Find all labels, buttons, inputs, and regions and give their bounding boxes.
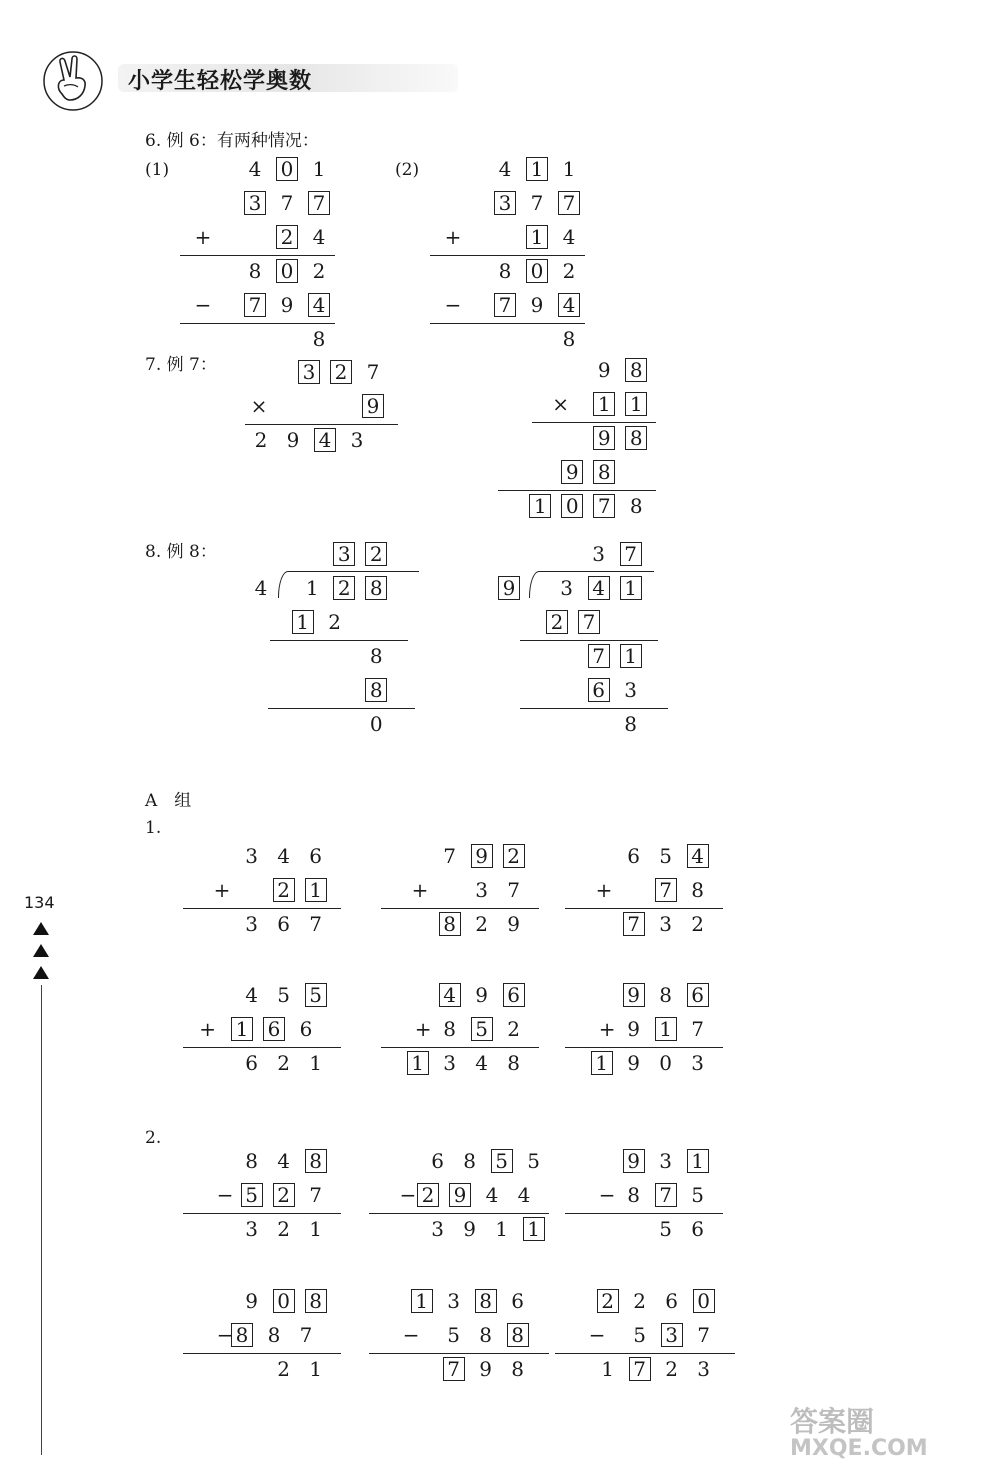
digit: 9 [627, 1051, 640, 1075]
operator-sign: − [399, 1183, 417, 1207]
digit: 6 [511, 1289, 524, 1313]
digit: 4 [498, 157, 512, 181]
answer-box: 9 [593, 426, 615, 450]
answer-box: 1 [620, 576, 642, 600]
answer-box: 7 [629, 1357, 651, 1381]
q2-label: 2. [145, 1128, 162, 1148]
operator-sign: + [414, 1017, 432, 1041]
answer-box: 2 [276, 225, 298, 249]
digit: 8 [498, 259, 512, 283]
digit: 9 [597, 358, 611, 382]
division-bracket [529, 571, 654, 598]
digit: 4 [562, 225, 576, 249]
answer-box: 6 [588, 678, 610, 702]
answer-box: 7 [655, 1183, 677, 1207]
answer-box: 0 [526, 259, 548, 283]
digit: 4 [248, 157, 262, 181]
answer-box: 6 [263, 1017, 285, 1041]
digit: 7 [697, 1323, 710, 1347]
digit: 8 [248, 259, 262, 283]
digit: 0 [659, 1051, 672, 1075]
digit: 4 [475, 1051, 488, 1075]
digit: 9 [475, 983, 488, 1007]
answer-box: 7 [588, 644, 610, 668]
answer-box: 4 [314, 428, 336, 452]
digit: 9 [245, 1289, 258, 1313]
rule-line [245, 424, 398, 425]
ex6-case2-label: (2) [395, 160, 420, 180]
answer-box: 1 [411, 1289, 433, 1313]
answer-box: 0 [273, 1289, 295, 1313]
rule-line [268, 708, 415, 709]
digit: 2 [277, 1217, 290, 1241]
digit: 6 [431, 1149, 444, 1173]
digit: 1 [309, 1357, 322, 1381]
digit: 1 [312, 157, 326, 181]
digit: 4 [312, 225, 326, 249]
answer-box: 8 [625, 358, 647, 382]
answer-box: 1 [407, 1051, 429, 1075]
answer-box: 7 [443, 1357, 465, 1381]
ex6-label: 6. 例 6：有两种情况： [145, 131, 319, 151]
digit: 2 [633, 1289, 646, 1313]
rule-line [369, 1353, 549, 1354]
answer-box: 2 [417, 1183, 439, 1207]
answer-box: 7 [558, 191, 580, 215]
digit: 3 [697, 1357, 710, 1381]
answer-box: 9 [561, 460, 583, 484]
answer-box: 9 [498, 576, 520, 600]
answer-box: 0 [276, 157, 298, 181]
rule-line [565, 1213, 723, 1214]
operator-sign: − [216, 1183, 234, 1207]
digit: 1 [309, 1051, 322, 1075]
answer-box: 2 [273, 1183, 295, 1207]
digit: 5 [527, 1149, 540, 1173]
answer-box: 1 [529, 494, 551, 518]
answer-box: 7 [623, 912, 645, 936]
answer-box: 8 [593, 460, 615, 484]
digit: 9 [627, 1017, 640, 1041]
watermark-text: 答案圈 [790, 1405, 875, 1438]
digit: 3 [245, 844, 258, 868]
answer-box: 3 [298, 360, 320, 384]
rule-line [183, 908, 341, 909]
digit: 8 [369, 644, 383, 668]
digit: 8 [245, 1149, 258, 1173]
digit: 2 [507, 1017, 520, 1041]
digit: 8 [443, 1017, 456, 1041]
digit: 9 [286, 428, 300, 452]
answer-box: 4 [308, 293, 330, 317]
digit: 2 [277, 1051, 290, 1075]
digit: 4 [277, 844, 290, 868]
answer-box: 8 [507, 1323, 529, 1347]
side-marker-triangle-icon [33, 966, 49, 979]
answer-box: 1 [523, 1217, 545, 1241]
digit: 6 [665, 1289, 678, 1313]
ex6-case1-label: (1) [145, 160, 170, 180]
digit: 8 [691, 878, 704, 902]
digit: 5 [659, 844, 672, 868]
rule-line [430, 323, 585, 324]
answer-box: 6 [687, 983, 709, 1007]
answer-box: 7 [593, 494, 615, 518]
answer-box: 2 [365, 542, 387, 566]
answer-box: 5 [471, 1017, 493, 1041]
answer-box: 3 [333, 542, 355, 566]
answer-box: 4 [439, 983, 461, 1007]
digit: 5 [447, 1323, 460, 1347]
side-marker-triangle-icon [33, 922, 49, 935]
answer-box: 3 [244, 191, 266, 215]
answer-box: 7 [655, 878, 677, 902]
answer-box: 8 [439, 912, 461, 936]
digit: 1 [495, 1217, 508, 1241]
digit: 8 [627, 1183, 640, 1207]
rule-line [183, 1213, 341, 1214]
digit: 4 [277, 1149, 290, 1173]
operator-sign: + [444, 225, 462, 249]
rule-line [520, 708, 668, 709]
answer-box: 6 [503, 983, 525, 1007]
page-number: 134 [24, 893, 55, 912]
answer-box: 7 [494, 293, 516, 317]
digit: 2 [562, 259, 576, 283]
operator-sign: − [402, 1323, 420, 1347]
operator-sign: × [250, 394, 268, 418]
rule-line [369, 1213, 549, 1214]
digit: 7 [507, 878, 520, 902]
answer-box: 1 [526, 157, 548, 181]
answer-box: 9 [623, 983, 645, 1007]
answer-box: 5 [305, 983, 327, 1007]
digit: 2 [312, 259, 326, 283]
digit: 7 [299, 1323, 313, 1347]
digit: 2 [665, 1357, 678, 1381]
answer-box: 1 [526, 225, 548, 249]
digit: 3 [245, 912, 258, 936]
digit: 3 [447, 1289, 460, 1313]
digit: 4 [245, 983, 258, 1007]
digit: 2 [691, 912, 704, 936]
operator-sign: + [595, 878, 613, 902]
answer-box: 2 [333, 576, 355, 600]
answer-box: 4 [558, 293, 580, 317]
digit: 8 [629, 494, 643, 518]
digit: 1 [562, 157, 576, 181]
digit: 5 [277, 983, 290, 1007]
answer-box: 3 [494, 191, 516, 215]
answer-box: 2 [273, 878, 295, 902]
rule-line [180, 255, 335, 256]
digit: 9 [463, 1217, 476, 1241]
rule-line [520, 640, 658, 641]
digit: 3 [592, 542, 605, 566]
answer-box: 9 [449, 1183, 471, 1207]
digit: 7 [691, 1017, 704, 1041]
digit: 1 [305, 576, 319, 600]
answer-box: 0 [561, 494, 583, 518]
rule-line [381, 908, 539, 909]
digit: 5 [659, 1217, 672, 1241]
digit: 9 [530, 293, 544, 317]
ex8-label: 8. 例 8： [145, 542, 217, 562]
answer-box: 4 [687, 844, 709, 868]
rule-line [498, 490, 656, 491]
answer-box: 8 [305, 1289, 327, 1313]
digit: 9 [479, 1357, 492, 1381]
operator-sign: + [194, 225, 212, 249]
answer-box: 8 [475, 1289, 497, 1313]
answer-box: 7 [620, 542, 642, 566]
digit: 8 [312, 327, 326, 351]
digit: 6 [691, 1217, 704, 1241]
digit: 7 [530, 191, 544, 215]
side-rule [41, 985, 42, 1455]
digit: 8 [511, 1357, 524, 1381]
rule-line [180, 323, 335, 324]
answer-box: 2 [597, 1289, 619, 1313]
digit: 3 [350, 428, 364, 452]
answer-box: 1 [620, 644, 642, 668]
operator-sign: − [588, 1323, 606, 1347]
digit: 5 [633, 1323, 646, 1347]
operator-sign: − [598, 1183, 616, 1207]
answer-box: 3 [661, 1323, 683, 1347]
digit: 8 [479, 1323, 492, 1347]
answer-box: 7 [578, 610, 600, 634]
answer-box: 7 [308, 191, 330, 215]
answer-box: 8 [305, 1149, 327, 1173]
digit: 3 [659, 912, 672, 936]
answer-box: 1 [231, 1017, 253, 1041]
operator-sign: − [194, 293, 212, 317]
answer-box: 7 [244, 293, 266, 317]
rule-line [183, 1353, 341, 1354]
operator-sign: + [411, 878, 429, 902]
digit: 7 [443, 844, 456, 868]
digit: 3 [443, 1051, 456, 1075]
operator-sign: − [216, 1323, 234, 1347]
digit: 2 [475, 912, 488, 936]
answer-box: 1 [305, 878, 327, 902]
answer-box: 5 [491, 1149, 513, 1173]
division-bracket [278, 571, 419, 598]
operator-sign: × [552, 392, 569, 416]
digit: 0 [369, 712, 383, 736]
answer-box: 1 [625, 392, 647, 416]
digit: 3 [659, 1149, 672, 1173]
digit: 6 [627, 844, 640, 868]
operator-sign: + [199, 1017, 216, 1041]
operator-sign: + [213, 878, 231, 902]
answer-box: 1 [593, 392, 615, 416]
digit: 4 [485, 1183, 499, 1207]
header-title: 小学生轻松学奥数 [128, 69, 313, 94]
digit: 3 [245, 1217, 258, 1241]
digit: 2 [277, 1357, 290, 1381]
digit: 7 [280, 191, 294, 215]
answer-box: 2 [546, 610, 568, 634]
ex7-label: 7. 例 7： [145, 355, 217, 375]
rule-line [430, 255, 585, 256]
q1-label: 1. [145, 818, 162, 838]
answer-box: 9 [471, 844, 493, 868]
digit: 9 [507, 912, 520, 936]
rule-line [532, 422, 656, 423]
answer-box: 8 [231, 1323, 253, 1347]
digit: 2 [328, 610, 341, 634]
digit: 6 [277, 912, 290, 936]
answer-box: 2 [330, 360, 352, 384]
answer-box: 8 [365, 678, 387, 702]
answer-box: 0 [693, 1289, 715, 1313]
operator-sign: − [444, 293, 462, 317]
watermark-url: MXQE.COM [790, 1436, 928, 1461]
digit: 6 [309, 844, 322, 868]
answer-box: 5 [241, 1183, 263, 1207]
digit: 8 [463, 1149, 476, 1173]
digit: 7 [309, 912, 322, 936]
rule-line [565, 1047, 723, 1048]
answer-box: 8 [625, 426, 647, 450]
group-a-label: A 组 [145, 791, 192, 811]
answer-box: 1 [292, 610, 314, 634]
rule-line [270, 640, 408, 641]
digit: 4 [517, 1183, 531, 1207]
digit: 1 [309, 1217, 322, 1241]
side-marker-triangle-icon [33, 944, 49, 957]
digit: 8 [267, 1323, 281, 1347]
answer-box: 9 [362, 394, 384, 418]
rule-line [565, 908, 723, 909]
digit: 9 [280, 293, 294, 317]
digit: 6 [299, 1017, 313, 1041]
digit: 2 [254, 428, 268, 452]
rule-line [381, 1047, 539, 1048]
digit: 8 [562, 327, 576, 351]
digit: 3 [560, 576, 573, 600]
rule-line [555, 1353, 735, 1354]
digit: 8 [624, 712, 637, 736]
answer-box: 8 [365, 576, 387, 600]
digit: 7 [309, 1183, 322, 1207]
answer-box: 1 [687, 1149, 709, 1173]
answer-box: 1 [655, 1017, 677, 1041]
rule-line [183, 1047, 341, 1048]
victory-hand-icon [42, 50, 104, 112]
answer-box: 0 [276, 259, 298, 283]
operator-sign: + [598, 1017, 616, 1041]
digit: 1 [601, 1357, 614, 1381]
answer-box: 2 [503, 844, 525, 868]
digit: 8 [659, 983, 672, 1007]
digit: 4 [254, 576, 268, 600]
digit: 3 [431, 1217, 444, 1241]
digit: 8 [507, 1051, 520, 1075]
digit: 5 [691, 1183, 704, 1207]
digit: 6 [245, 1051, 258, 1075]
digit: 3 [691, 1051, 704, 1075]
answer-box: 1 [591, 1051, 613, 1075]
digit: 3 [624, 678, 637, 702]
digit: 7 [366, 360, 380, 384]
answer-box: 4 [588, 576, 610, 600]
answer-box: 9 [623, 1149, 645, 1173]
digit: 3 [475, 878, 488, 902]
